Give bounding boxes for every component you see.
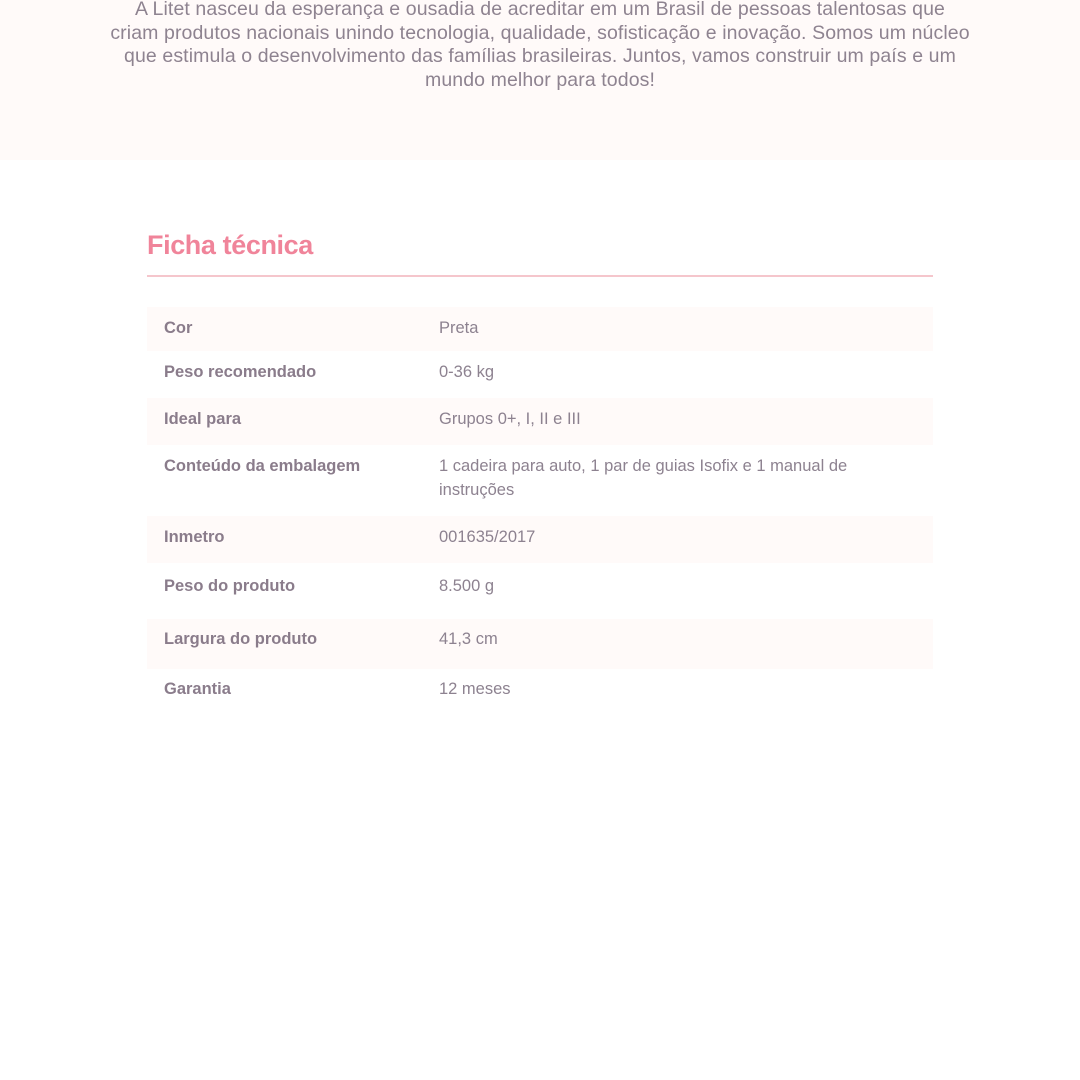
spec-label: Cor [164,319,193,337]
spec-row-garantia [147,669,933,716]
spec-table [147,307,933,716]
spec-value: 001635/2017 [439,528,536,546]
spec-label: Peso recomendado [164,363,317,381]
spec-value: 41,3 cm [439,630,498,648]
spec-row-peso-produto [147,563,933,619]
spec-row-peso-recomendado [147,351,933,398]
spec-label: Ideal para [164,410,242,428]
spec-divider [147,275,933,277]
spec-value: 8.500 g [439,577,495,595]
spec-title: Ficha técnica [147,230,313,260]
spec-value: 0-36 kg [439,363,495,381]
spec-row-inmetro [147,516,933,563]
spec-value: 1 cadeira para auto, 1 par de guias Isofix e 1 manual de instruções [439,457,848,499]
spec-value: 12 meses [439,680,511,698]
spec-row-ideal-para [147,398,933,445]
spec-row-conteudo [147,445,933,516]
about-text: A Litet nasceu da esperança e ousadia de acreditar em um Brasil de pessoas talentosas que criam produtos nacionais unindo tecnologia, qualidade, sofisticação e inovação. Somos um núcleo que estimula o desenvolvimento das famílias brasileiras. Juntos, vamos construir um país e um mundo melhor para todos! [110,0,970,91]
spec-row-cor [147,307,933,351]
about-section [0,0,1080,160]
spec-value: Grupos 0+, I, II e III [439,410,581,428]
spec-row-largura [147,619,933,669]
spec-value: Preta [439,319,479,337]
spec-label: Garantia [164,680,231,698]
spec-label: Peso do produto [164,577,296,595]
spec-label: Inmetro [164,528,225,546]
spec-section [147,226,933,698]
spec-label: Conteúdo da embalagem [164,457,361,475]
spec-label: Largura do produto [164,630,318,648]
